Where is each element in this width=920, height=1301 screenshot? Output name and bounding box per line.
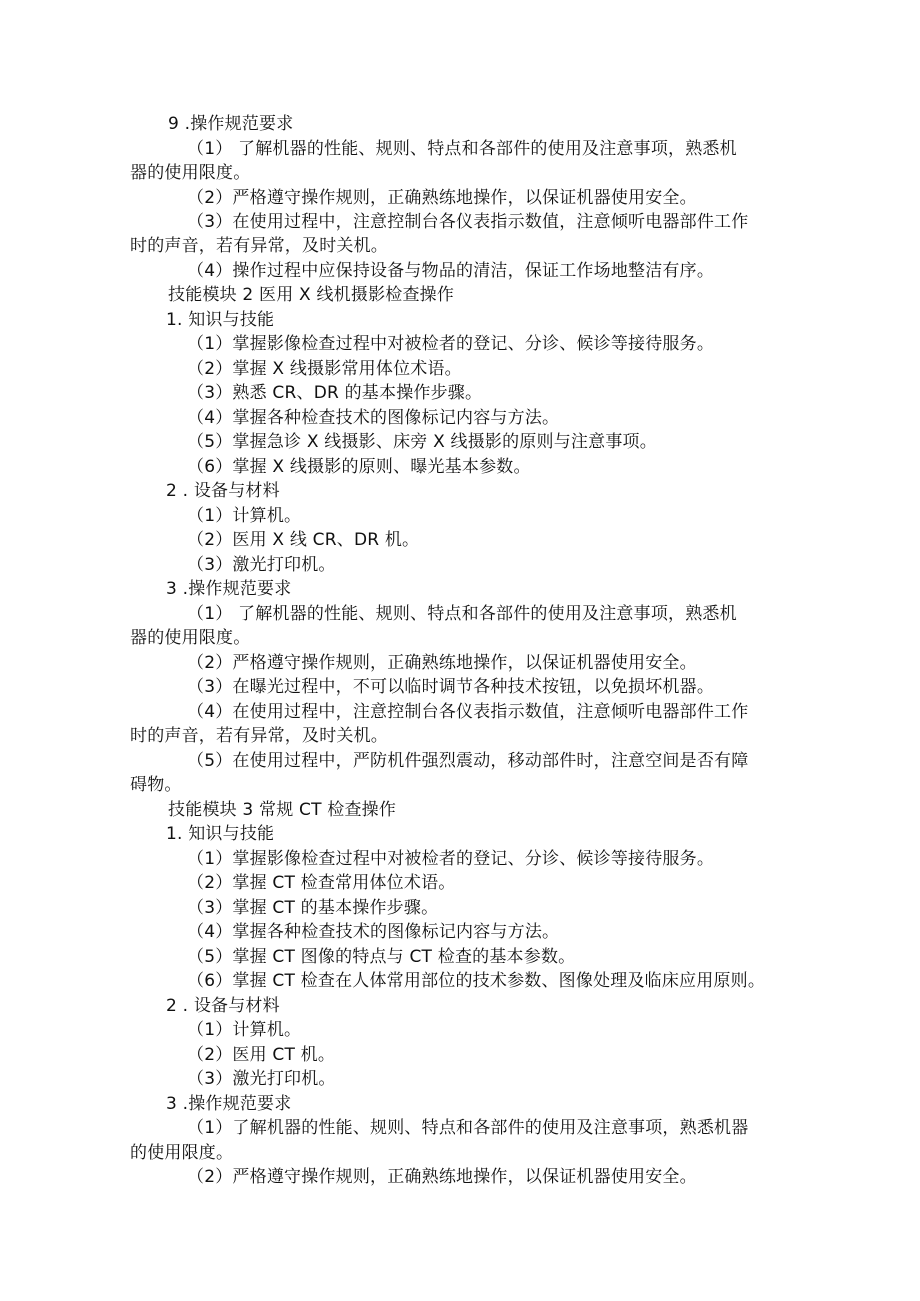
list-item: （2）严格遵守操作规则，正确熟练地操作，以保证机器使用安全。 — [187, 653, 697, 673]
section-heading: 9 .操作规范要求 — [168, 114, 294, 134]
list-item: （2）掌握 X 线摄影常用体位术语。 — [187, 359, 462, 379]
list-item: （2）医用 X 线 CR、DR 机。 — [187, 530, 420, 550]
list-item: （5）在使用过程中，严防机件强烈震动，移动部件时，注意空间是否有障 — [187, 751, 749, 771]
list-item: （2）医用 CT 机。 — [187, 1045, 336, 1065]
list-item: （3）掌握 CT 的基本操作步骤。 — [187, 898, 439, 918]
list-item-continuation: 的使用限度。 — [130, 1143, 234, 1163]
list-item: （1）掌握影像检查过程中对被检者的登记、分诊、候诊等接待服务。 — [187, 334, 715, 354]
section-heading: 3 .操作规范要求 — [166, 579, 292, 599]
list-item: （3）在使用过程中，注意控制台各仪表指示数值，注意倾听电器部件工作 — [187, 212, 749, 232]
list-item: （4）操作过程中应保持设备与物品的清洁，保证工作场地整洁有序。 — [187, 261, 715, 281]
module-heading: 技能模块 2 医用 X 线机摄影检查操作 — [168, 285, 455, 305]
list-item: （6）掌握 CT 检查在人体常用部位的技术参数、图像处理及临床应用原则。 — [187, 971, 766, 991]
section-heading: 2 . 设备与材料 — [166, 481, 280, 501]
list-item-continuation: 器的使用限度。 — [130, 163, 251, 183]
section-heading: 1. 知识与技能 — [166, 310, 275, 330]
list-item-continuation: 碍物。 — [130, 775, 182, 795]
list-item: （3）激光打印机。 — [187, 1069, 336, 1089]
list-item-continuation: 时的声音，若有异常，及时关机。 — [130, 726, 388, 746]
list-item: （4）掌握各种检查技术的图像标记内容与方法。 — [187, 922, 560, 942]
list-item-continuation: 时的声音，若有异常，及时关机。 — [130, 236, 388, 256]
list-item: （1）计算机。 — [187, 1020, 302, 1040]
list-item: （2）严格遵守操作规则，正确熟练地操作，以保证机器使用安全。 — [187, 188, 697, 208]
list-item: （1）计算机。 — [187, 506, 302, 526]
list-item: （3）激光打印机。 — [187, 555, 336, 575]
list-item: （5）掌握急诊 X 线摄影、床旁 X 线摄影的原则与注意事项。 — [187, 432, 657, 452]
section-heading: 1. 知识与技能 — [166, 824, 275, 844]
section-heading: 3 .操作规范要求 — [166, 1094, 292, 1114]
list-item: （4）掌握各种检查技术的图像标记内容与方法。 — [187, 408, 560, 428]
list-item: （6）掌握 X 线摄影的原则、曝光基本参数。 — [187, 457, 531, 477]
list-item: （1） 了解机器的性能、规则、特点和各部件的使用及注意事项，熟悉机 — [187, 604, 737, 624]
list-item: （3）在曝光过程中，不可以临时调节各种技术按钮，以免损坏机器。 — [187, 677, 715, 697]
list-item: （3）熟悉 CR、DR 的基本操作步骤。 — [187, 383, 483, 403]
list-item: （1）了解机器的性能、规则、特点和各部件的使用及注意事项，熟悉机器 — [187, 1118, 749, 1138]
list-item: （2）严格遵守操作规则，正确熟练地操作，以保证机器使用安全。 — [187, 1167, 697, 1187]
list-item-continuation: 器的使用限度。 — [130, 628, 251, 648]
section-heading: 2 . 设备与材料 — [166, 996, 280, 1016]
list-item: （1） 了解机器的性能、规则、特点和各部件的使用及注意事项，熟悉机 — [187, 139, 737, 159]
module-heading: 技能模块 3 常规 CT 检查操作 — [168, 800, 397, 820]
list-item: （1）掌握影像检查过程中对被检者的登记、分诊、候诊等接待服务。 — [187, 849, 715, 869]
list-item: （4）在使用过程中，注意控制台各仪表指示数值，注意倾听电器部件工作 — [187, 702, 749, 722]
list-item: （2）掌握 CT 检查常用体位术语。 — [187, 873, 456, 893]
list-item: （5）掌握 CT 图像的特点与 CT 检查的基本参数。 — [187, 947, 576, 967]
